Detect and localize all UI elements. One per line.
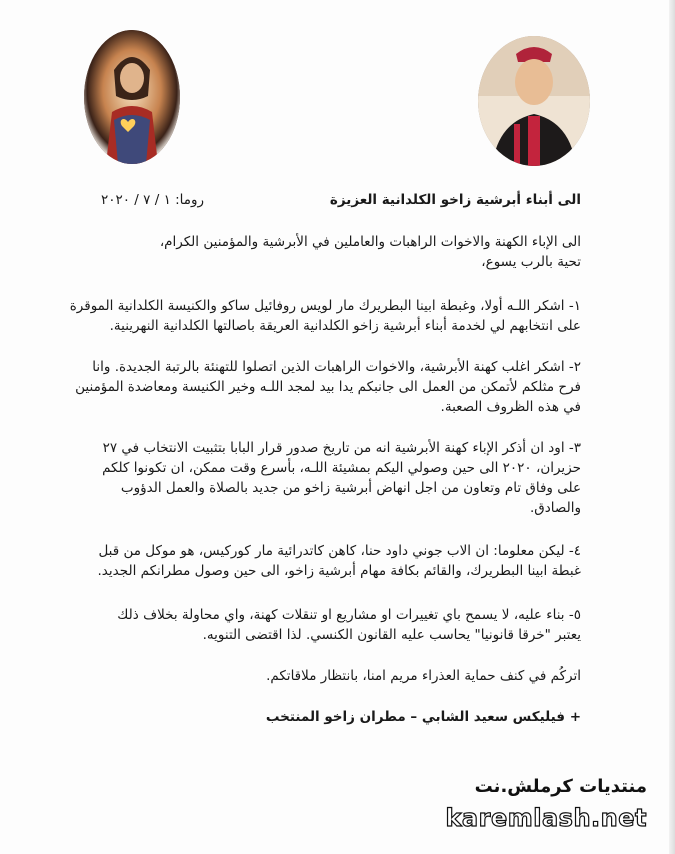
greeting	[61, 232, 581, 272]
paragraph-1	[61, 296, 581, 336]
paragraph-4	[61, 541, 581, 581]
paragraph-line: على وفاق تام وتعاون من اجل انهاض أبرشية زاخو من جديد بالصلاة والعمل الدؤوب	[120, 480, 581, 496]
sacred-heart-portrait	[84, 30, 180, 164]
bishop-image	[478, 36, 590, 166]
paragraph-5	[61, 605, 581, 645]
signature-text: + فيليكس سعيد الشابي – مطران زاخو المنتخب	[265, 709, 581, 725]
paragraph-line: فرح مثلكم لأتمكن من العمل الى جانبكم يدا بيد لمجد اللـه وخير الكنيسة ومعاضدة المؤمنين	[75, 379, 581, 395]
paragraph-line: على انتخابهم لي لخدمة أبناء أبرشية زاخو الكلدانية العريقة باصالتها الكلدانية النهرينية.	[109, 318, 581, 334]
watermark-latin: karemlash.net	[445, 804, 647, 832]
bishop-portrait	[478, 36, 590, 166]
paragraph-line: في هذه الظروف الصعبة.	[440, 399, 581, 415]
paragraph-line: ٣- اود ان أذكر الإباء كهنة الأبرشية انه من تاريخ صدور قرار البابا بتثبيت الانتخاب في ٢٧	[102, 440, 581, 456]
sacred-heart-image	[84, 30, 180, 164]
paragraph-line: غبطة ابينا البطريرك، والقائم بكافة مهام أبرشية زاخو، الى حين وصول مطرانكم الجديد.	[97, 563, 581, 579]
paragraph-3	[61, 438, 581, 518]
watermark-arabic: منتديات كرملش.نت	[474, 776, 647, 797]
letter-date: روما: ١ / ٧ / ٢٠٢٠	[101, 192, 205, 208]
page-edge	[669, 0, 675, 854]
paragraph-2	[61, 357, 581, 417]
paragraph-line: ٢- اشكر اغلب كهنة الأبرشية، والاخوات الراهبات الذين اتصلوا للتهنئة بالرتبة الجديدة. وانا	[92, 359, 581, 375]
greeting-line: تحية بالرب يسوع،	[481, 254, 581, 270]
paragraph-line: ٥- بناء عليه، لا يسمح باي تغييرات او مشاريع او تنقلات كهنة، واي محاولة بخلاف ذلك	[117, 607, 581, 623]
paragraph-line: يعتبر "خرقا قانونيا" يحاسب عليه القانون الكنسي. لذا اقتضى التنويه.	[202, 627, 581, 643]
closing-line	[61, 666, 581, 686]
paragraph-line: حزيران، ٢٠٢٠ الى حين وصولي اليكم بمشيئة اللـه، بأسرع وقت ممكن، ان تكونوا كلكم	[102, 460, 581, 476]
paragraph-line: ٤- ليكن معلوما: ان الاب جوني داود حنا، كاهن كاتدرائية مار كوركيس، هو موكل من قبل	[98, 543, 581, 559]
addressee-title: الى أبناء أبرشية زاخو الكلدانية العزيزة	[329, 192, 581, 208]
signature	[61, 707, 581, 727]
greeting-line: الى الإباء الكهنة والاخوات الراهبات والعاملين في الأبرشية والمؤمنين الكرام،	[159, 234, 581, 250]
closing-text: اتركُم في كنف حماية العذراء مريم امنا، بانتظار ملاقاتكم.	[266, 668, 581, 684]
paragraph-line: والصادق.	[530, 500, 581, 516]
paragraph-line: ١- اشكر اللـه أولا، وغبطة ابينا البطريرك مار لويس روفائيل ساكو والكنيسة الكلدانية الموقرة	[69, 298, 581, 314]
letter-heading	[101, 192, 581, 214]
